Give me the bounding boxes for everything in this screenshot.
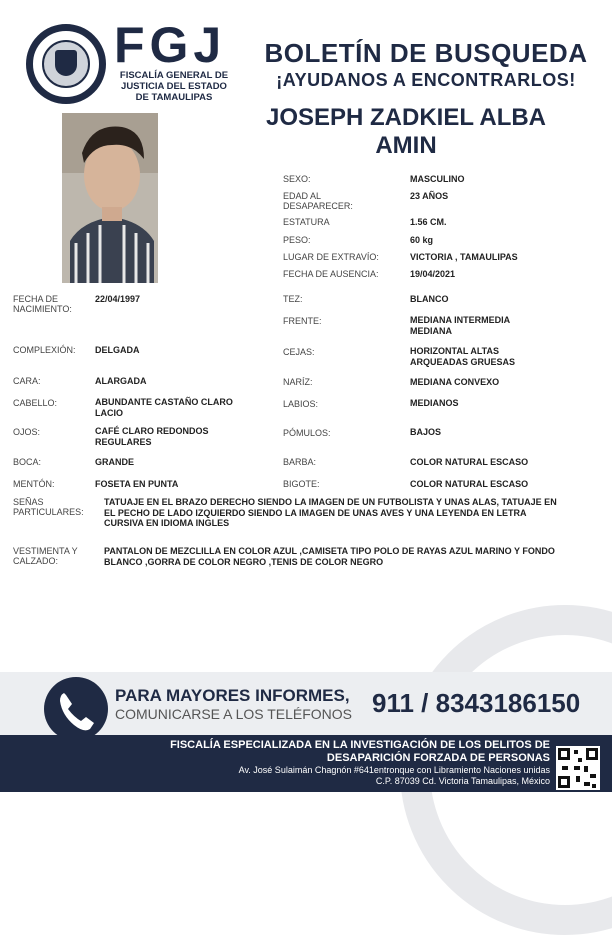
field-value: ABUNDANTE CASTAÑO CLARO LACIO <box>95 397 233 418</box>
field-label: PÓMULOS: <box>283 428 331 438</box>
field-label: CABELLO: <box>13 398 58 408</box>
vestimenta-label: VESTIMENTA Y CALZADO: <box>13 546 78 566</box>
field-value: 1.56 CM. <box>410 217 447 227</box>
field-label: SEXO: <box>283 174 311 184</box>
field-label: COMPLEXIÓN: <box>13 345 76 355</box>
field-value: COLOR NATURAL ESCASO <box>410 457 529 467</box>
field-label: LABIOS: <box>283 399 319 409</box>
field-label: FRENTE: <box>283 316 322 326</box>
person-photo <box>62 113 158 283</box>
field-label: NARÍZ: <box>283 377 313 387</box>
field-label: CARA: <box>13 376 41 386</box>
field-label: PESO: <box>283 235 311 245</box>
field-value: 19/04/2021 <box>410 269 456 279</box>
field-value: GRANDE <box>95 457 135 467</box>
field-value: 22/04/1997 <box>95 294 141 304</box>
field-value: COLOR NATURAL ESCASO <box>410 479 529 489</box>
field-label: OJOS: <box>13 427 41 437</box>
contact-phones: 911 / 8343186150 <box>372 688 581 718</box>
agency-acronym: FGJ <box>114 17 227 73</box>
field-label: BOCA: <box>13 457 42 467</box>
field-label: BARBA: <box>283 457 317 467</box>
field-value: CAFÉ CLARO REDONDOS REGULARES <box>95 426 209 447</box>
field-value: MEDIANA INTERMEDIA MEDIANA <box>410 315 510 336</box>
field-value: DELGADA <box>95 345 140 355</box>
field-value: 60 kg <box>410 235 434 245</box>
field-value: ALARGADA <box>95 376 147 386</box>
field-value: HORIZONTAL ALTAS ARQUEADAS GRUESAS <box>410 346 516 367</box>
footer-agency: FISCALÍA ESPECIALIZADA EN LA INVESTIGACIÓN DE LOS DELITOS DE DESAPARICIÓN FORZADA DE PERSONAS <box>170 739 550 764</box>
field-label: CEJAS: <box>283 347 315 357</box>
field-label: TEZ: <box>283 294 303 304</box>
field-label: FECHA DE NACIMIENTO: <box>13 294 72 314</box>
qr-code-icon <box>556 746 600 790</box>
field-value: BAJOS <box>410 427 442 437</box>
vestimenta-value: PANTALON DE MEZCLILLA EN COLOR AZUL ,CAMISETA TIPO POLO DE RAYAS AZUL MARINO Y FONDO BLANCO ,GORRA DE COLOR NEGRO ,TENIS DE COLOR NEGRO <box>104 546 555 567</box>
field-label: MENTÓN: <box>13 479 55 489</box>
field-value: MASCULINO <box>410 174 465 184</box>
footer-address-line2: C.P. 87039 Cd. Victoria Tamaulipas, México <box>375 776 550 786</box>
field-value: MEDIANOS <box>410 398 459 408</box>
contact-title: PARA MAYORES INFORMES, <box>115 686 350 705</box>
field-label: EDAD AL DESAPARECER: <box>283 191 353 211</box>
field-label: FECHA DE AUSENCIA: <box>283 269 379 279</box>
agency-full-name: FISCALÍA GENERAL DE JUSTICIA DEL ESTADO DE TAMAULIPAS <box>119 70 229 103</box>
bulletin-title: BOLETÍN DE BUSQUEDA <box>264 38 588 68</box>
field-label: LUGAR DE EXTRAVÍO: <box>283 252 379 262</box>
footer-address-line1: Av. José Sulaimán Chagnón #641entronque con Libramiento Naciones unidas <box>238 765 550 775</box>
footer-address <box>150 765 550 787</box>
senas-value: TATUAJE EN EL BRAZO DERECHO SIENDO LA IMAGEN DE UN FUTBOLISTA Y UNAS ALAS, TATUAJE EN EL PECHO DE LADO IZQUIERDO SIENDO LA IMAGEN DE UNAS AVES Y UNA LEYENDA EN LETRA CURSIVA EN IDIOMA INGLES <box>104 497 557 528</box>
field-value: MEDIANA CONVEXO <box>410 377 500 387</box>
field-value: BLANCO <box>410 294 449 304</box>
shield-icon <box>55 50 77 76</box>
person-name: JOSEPH ZADKIEL ALBA AMIN <box>265 104 547 159</box>
field-value: VICTORIA , TAMAULIPAS <box>410 252 518 262</box>
field-label: ESTATURA <box>283 217 330 227</box>
phone-icon <box>44 677 108 741</box>
field-value: 23 AÑOS <box>410 191 449 201</box>
contact-subtitle: COMUNICARSE A LOS TELÉFONOS <box>115 706 353 722</box>
senas-label: SEÑAS PARTICULARES: <box>13 497 84 517</box>
bulletin-subtitle: ¡AYUDANOS A ENCONTRARLOS! <box>276 70 576 90</box>
field-label: BIGOTE: <box>283 479 320 489</box>
field-value: FOSETA EN PUNTA <box>95 479 179 489</box>
